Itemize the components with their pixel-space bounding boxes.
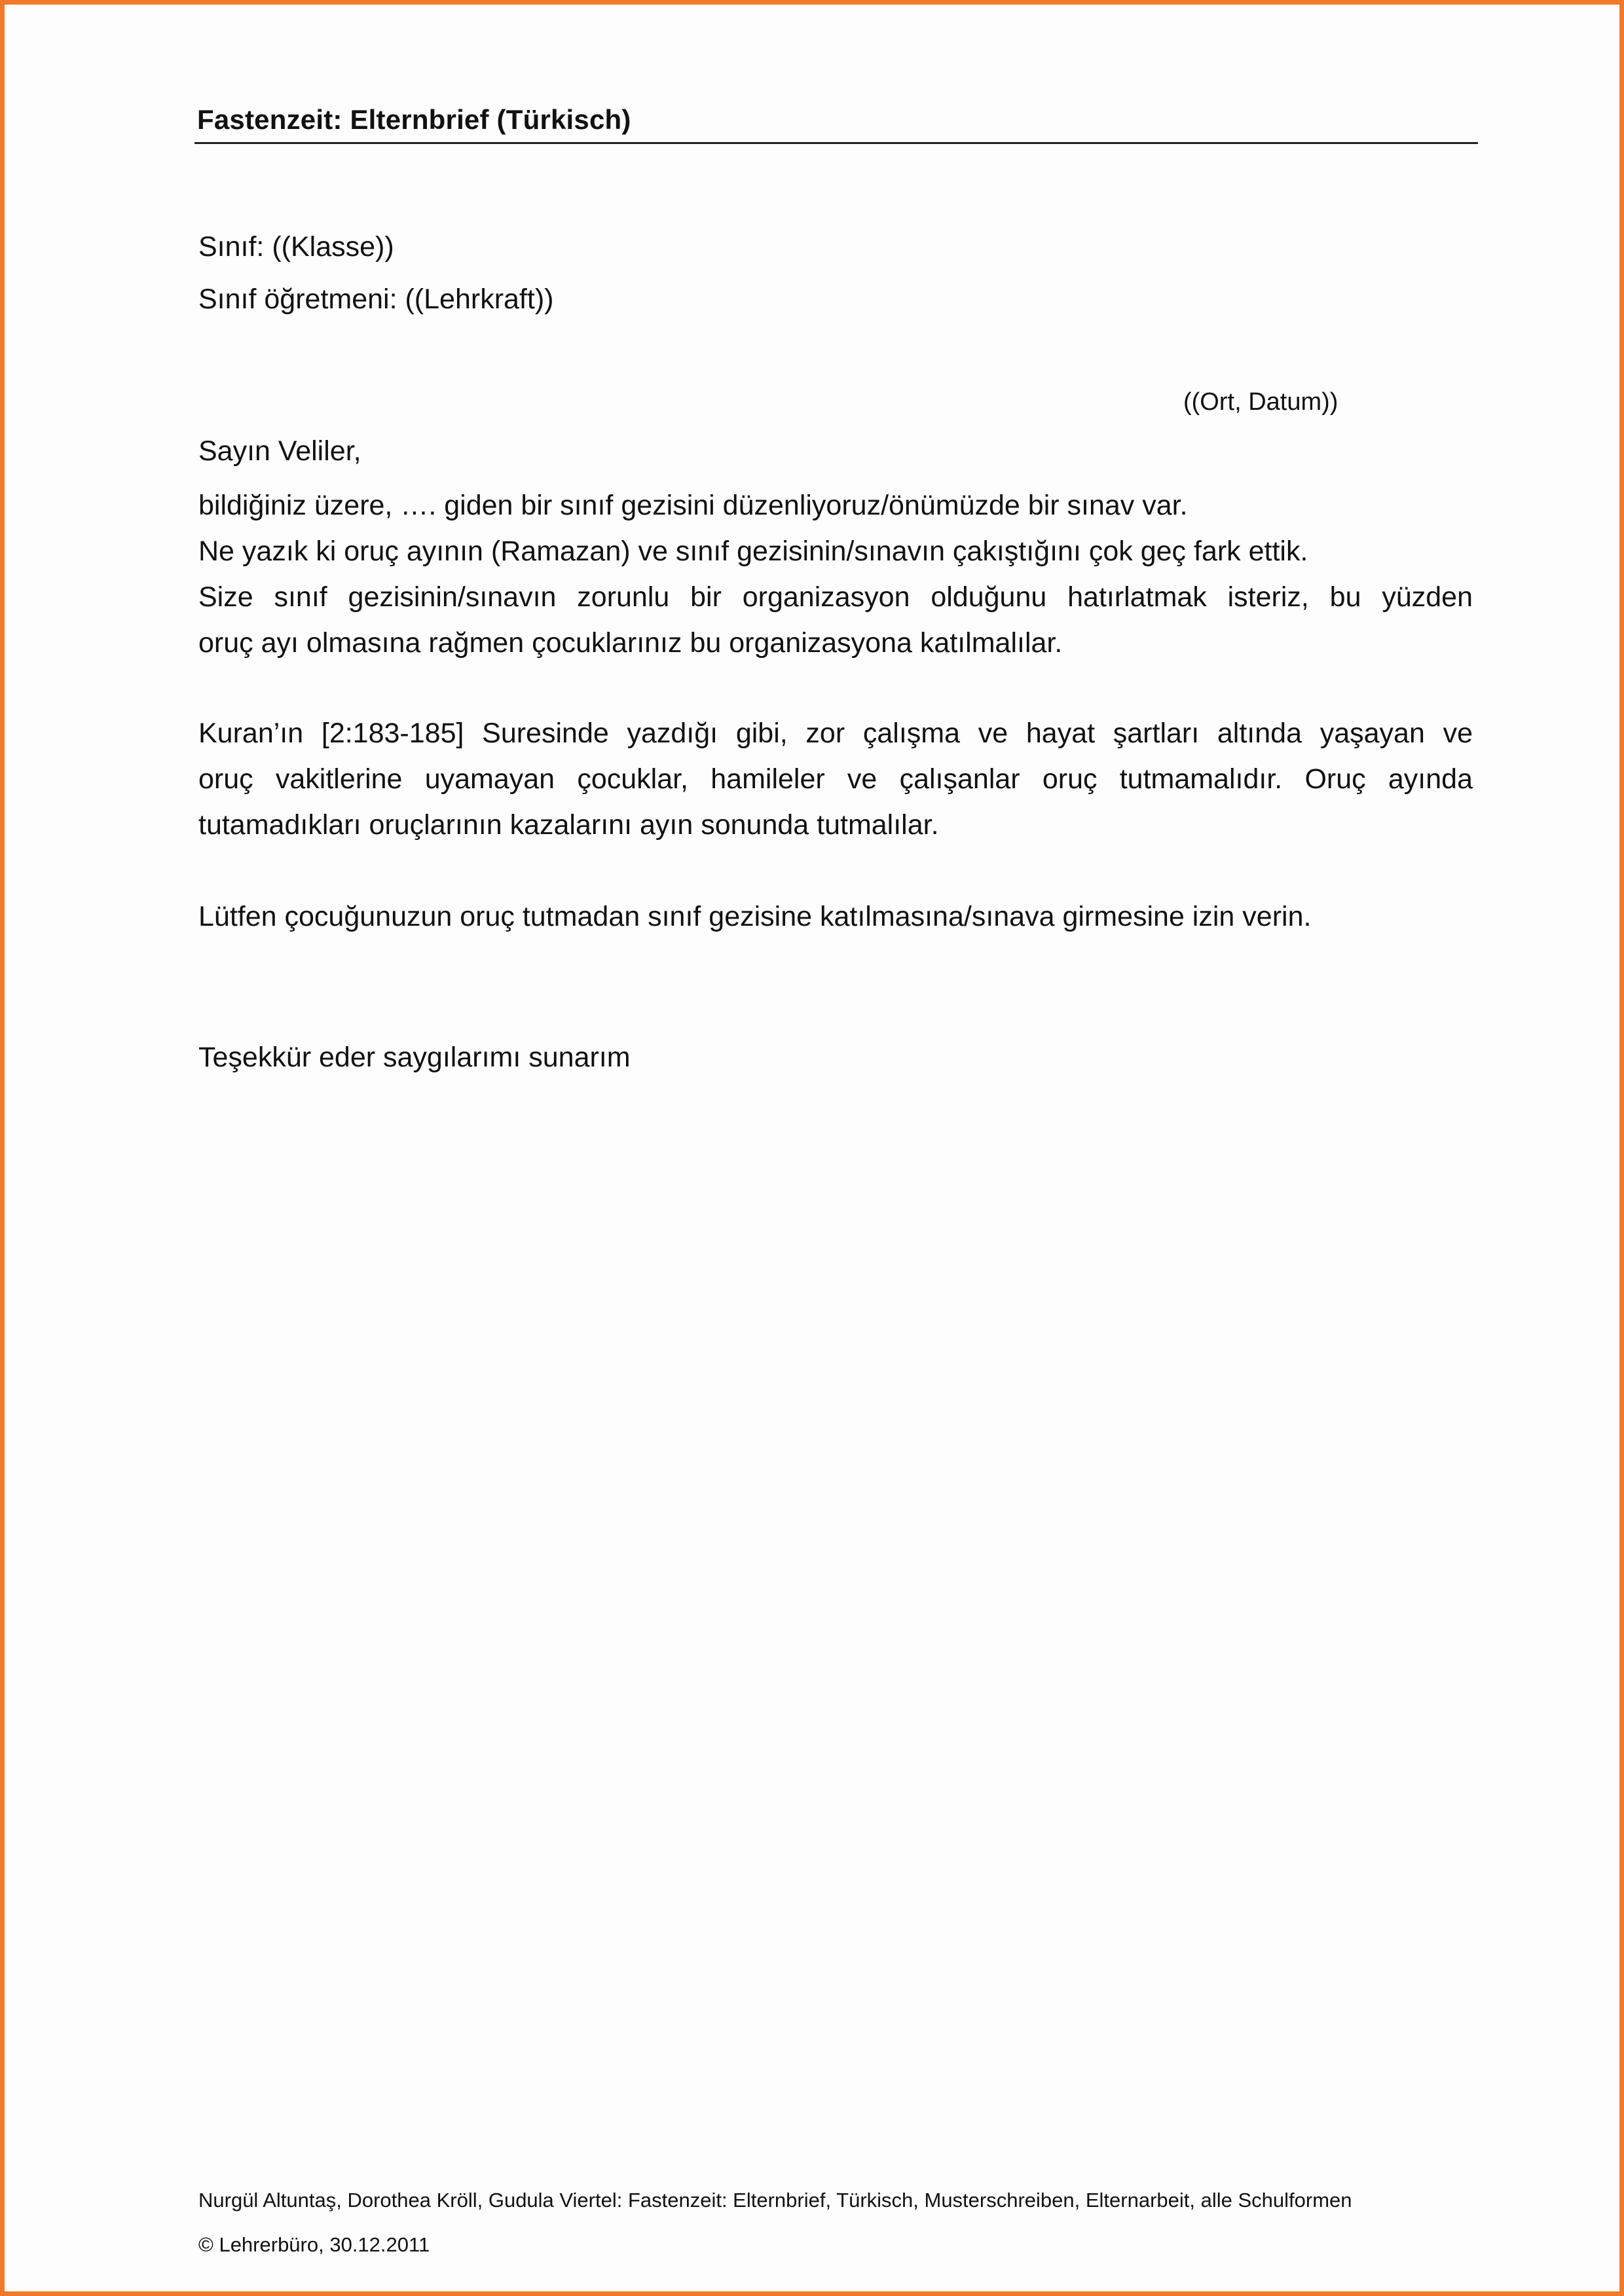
paragraph-request <box>198 894 1473 939</box>
document-title: Fastenzeit: Elternbrief (Türkisch) <box>197 104 631 135</box>
document-header <box>194 101 1478 144</box>
class-line: Sınıf: ((Klasse)) <box>198 231 394 263</box>
closing-line: Teşekkür eder saygılarımı sunarım <box>198 1042 631 1073</box>
footer <box>198 2178 1352 2267</box>
place-date: ((Ort, Datum)) <box>1183 388 1338 416</box>
footer-credit: Nurgül Altuntaş, Dorothea Kröll, Gudula Viertel: Fastenzeit: Elternbrief, Türkisch, Musterschreiben, Elternarbeit, alle Schulformen <box>198 2189 1352 2212</box>
paragraph-line: oruç ayı olmasına rağmen çocuklarınız bu organizasyona katılmalılar. <box>198 627 1063 659</box>
paragraph-line: Lütfen çocuğunuzun oruç tutmadan sınıf gezisine katılmasına/sınava girmesine izin verin. <box>198 901 1312 932</box>
salutation: Sayın Veliler, <box>198 435 361 467</box>
paragraph-line: oruç vakitlerine uyamayan çocuklar, hamileler ve çalışanlar oruç tutmamalıdır. Oruç ayında <box>198 763 1473 795</box>
paragraph-line: Kuran’ın [2:183-185] Suresinde yazdığı gibi, zor çalışma ve hayat şartları altında yaşayan ve <box>198 718 1473 749</box>
teacher-line: Sınıf öğretmeni: ((Lehrkraft)) <box>198 283 554 315</box>
footer-copyright: © Lehrerbüro, 30.12.2011 <box>198 2233 430 2256</box>
paragraph-line: bildiğiniz üzere, …. giden bir sınıf gezisini düzenliyoruz/önümüzde bir sınav var. <box>198 490 1188 521</box>
paragraph-quran <box>198 710 1473 848</box>
paragraph-line: Size sınıf gezisinin/sınavın zorunlu bir organizasyon olduğunu hatırlatmak isteriz, bu yüzden <box>198 581 1473 613</box>
paragraph-line: tutamadıkları oruçlarının kazalarını ayın sonunda tutmalılar. <box>198 809 939 841</box>
paragraph-line: Ne yazık ki oruç ayının (Ramazan) ve sınıf gezisinin/sınavın çakıştığını çok geç fark ettik. <box>198 536 1308 567</box>
paragraph-intro <box>198 483 1473 666</box>
